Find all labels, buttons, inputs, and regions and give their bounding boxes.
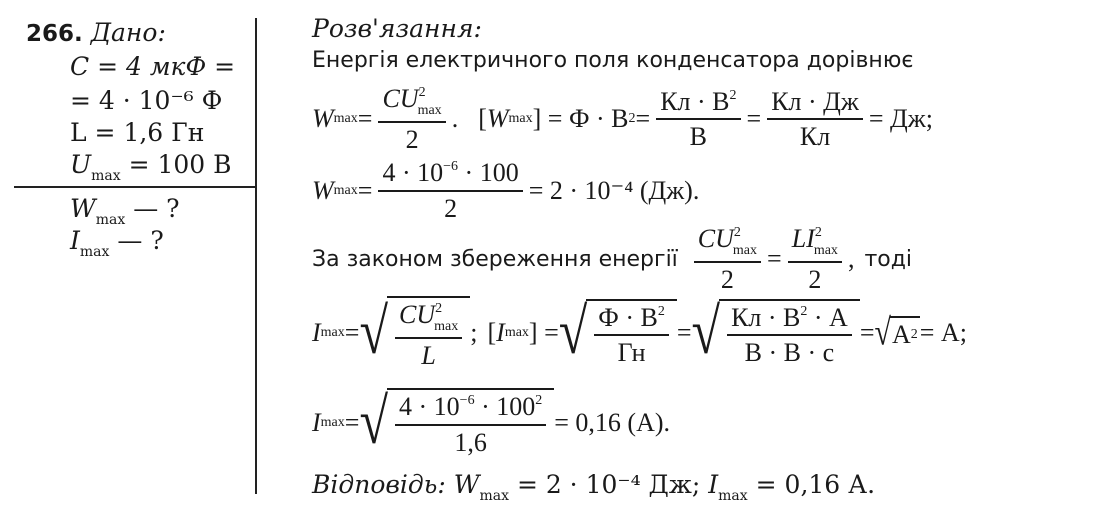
given-capacitance: C = 4 мкФ = xyxy=(70,52,236,81)
energy-calculation: W max = $\frac{4 \cdot 10^{-6} \cdot 100}{2}$ = 2 · 10⁻⁴ (Дж). xyxy=(312,158,700,223)
problem-header xyxy=(26,18,166,47)
given-voltage: $U_{max} = 100$ В xyxy=(70,150,232,184)
answer-label: Відповідь: xyxy=(312,470,446,499)
given-capacitance-si: = 4 · 10⁻⁶ Ф xyxy=(70,86,223,115)
conservation-law: За законом збереження енергії $\frac{CU^2_{max}}{2}$ = $\frac{LI^2_{max}}{2}$ , тоді xyxy=(312,224,913,295)
current-formula: I max = √ $\frac{CU^2_{max}}{L}$ ; [ I max ] = √ $\frac{Ф \cdot В^2}{Гн}$ = √ $\frac{Кл \cdot В^2 \cdot А}{В \cdot В \cdot с}$ = √ А 2 = А; xyxy=(312,297,967,371)
given-inductance: L = 1,6 Гн xyxy=(70,118,205,147)
find-current: $I_{max}$ — ? xyxy=(70,226,164,260)
given-label: Дано: xyxy=(90,18,166,47)
solution-intro: Енергія електричного поля конденсатора дорівнює xyxy=(312,48,914,73)
given-divider xyxy=(14,186,257,188)
solution-label: Розв'язання: xyxy=(312,14,482,43)
problem-number: 266. xyxy=(26,21,83,47)
vertical-divider xyxy=(255,18,257,494)
find-energy: $W_{max}$ — ? xyxy=(70,194,180,228)
answer: Відповідь: $W_{max} = 2 \cdot 10^{-4}$ Дж; $I_{max} = 0,16$ А. xyxy=(312,470,876,504)
current-calculation: I max = √ $\frac{4 \cdot 10^{-6} \cdot 100^2}{1,6}$ = 0,16 (А). xyxy=(312,386,671,458)
energy-formula: W max = $\frac{CU^2_{max}}{2}$ . [ W max ] = Ф · В 2 = $\frac{Кл \cdot В^2}{В}$ = $\frac{Кл \cdot Дж}{Кл}$ = Дж; xyxy=(312,84,933,155)
